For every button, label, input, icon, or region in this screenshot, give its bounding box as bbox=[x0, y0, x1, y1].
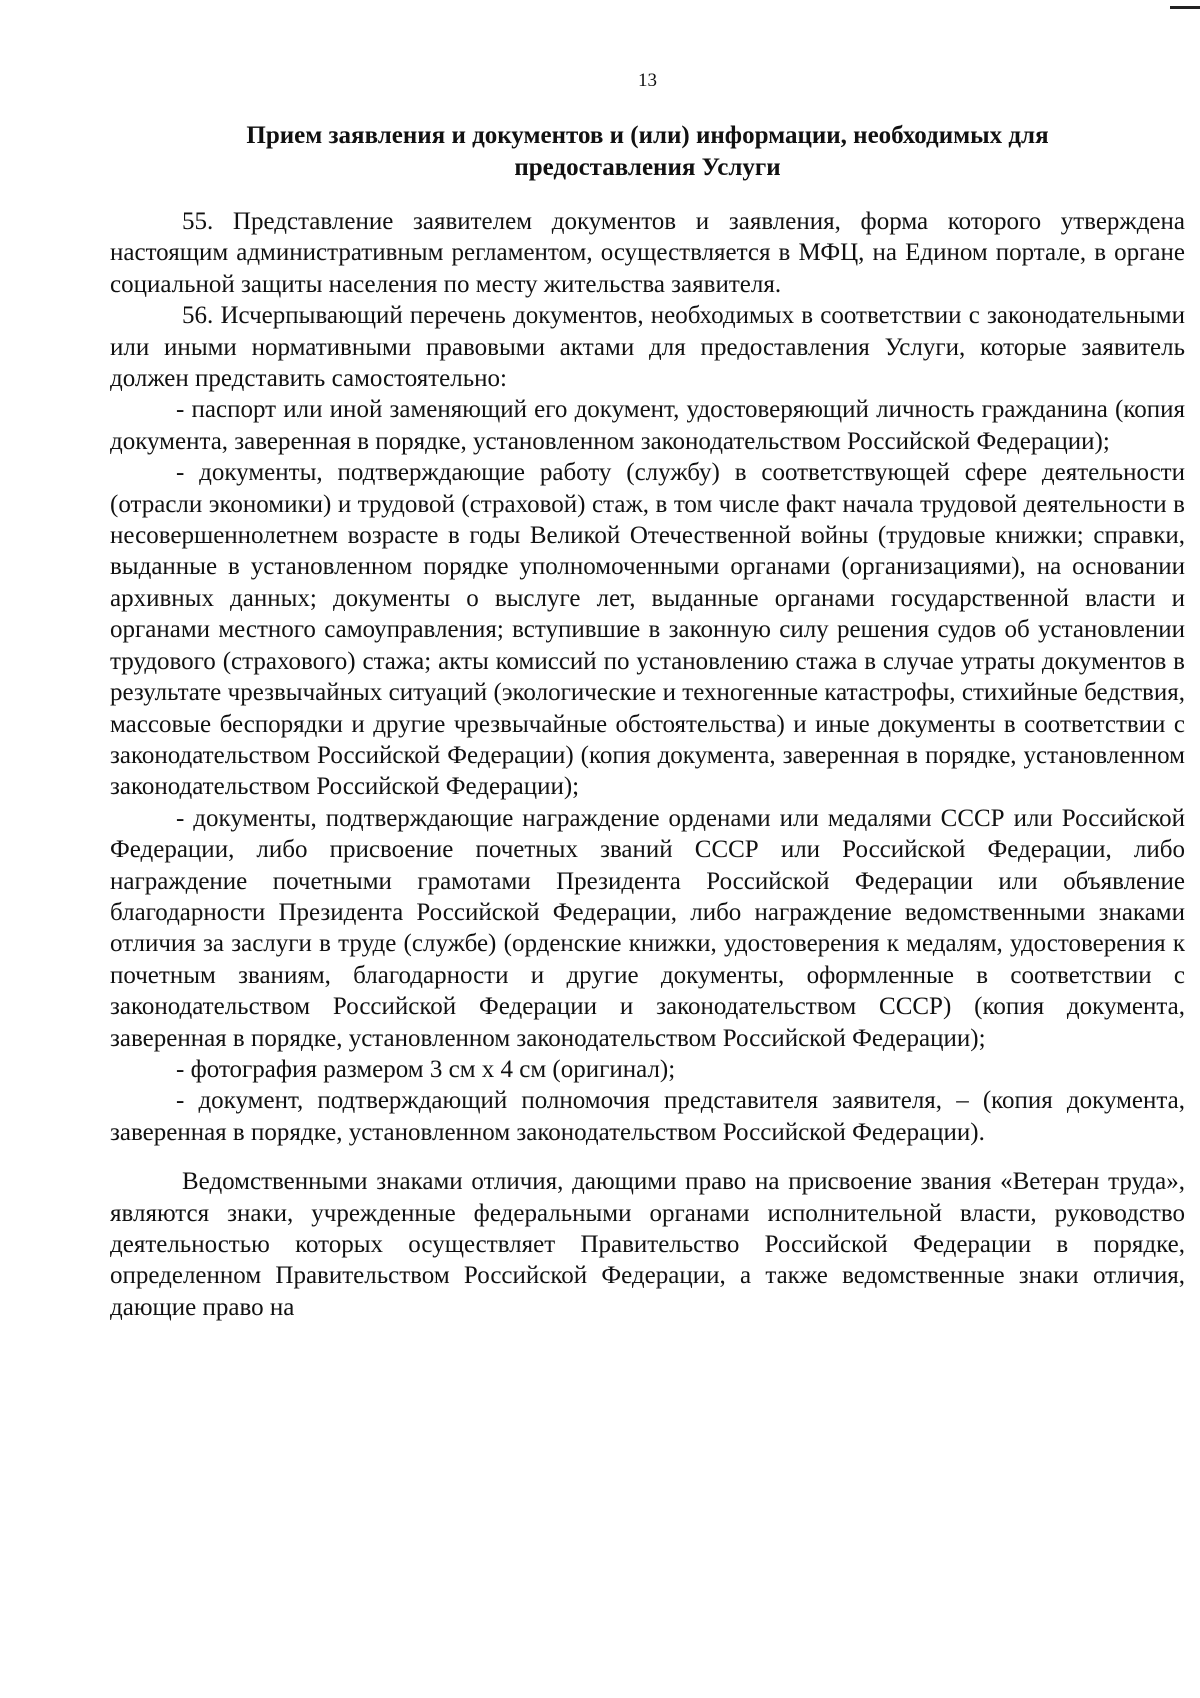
list-item-award-documents: - документы, подтверждающие награждение орденами или медалями СССР или Российской Федерации, либо присвоение почетных званий СССР или Российской Федерации, либо награждение почетными грамотами Президента Российской Федерации или объявление благодарности Президента Российской Федерации, либо награждение ведомственными знаками отличия за заслуги в труде (службе) (орденские книжки, удостоверения к медалям, удостоверения к почетным званиям, благодарности и другие документы, оформленные в соответствии с законодательством Российской Федерации и законодательством СССР) (копия документа, заверенная в порядке, установленном законодательством Российской Федерации); bbox=[110, 804, 1185, 1052]
section-heading-line-2: предоставления Услуги bbox=[514, 154, 781, 181]
scan-edge-mark bbox=[1170, 6, 1200, 9]
list-item-work-documents: - документы, подтверждающие работу (службу) в соответствующей сфере деятельности (отрасли экономики) и трудовой (страховой) стаж, в том числе факт начала трудовой деятельности в несовершеннолетнем возрасте в годы Великой Отечественной войны (трудовые книжки; справки, выданные в установленном порядке уполномоченными органами (организациями), на основании архивных данных; документы о выслуге лет, выданные органами государственной власти и органами местного самоуправления; вступившие в законную силу решения судов об установлении трудового (страхового) стажа; акты комиссий по установлению стажа в случае утраты документов в результате чрезвычайных ситуаций (экологические и техногенные катастрофы, стихийные бедствия, массовые беспорядки и другие чрезвычайные обстоятельства) и иные документы в соответствии с законодательством Российской Федерации) (копия документа, заверенная в порядке, установленном законодательством Российской Федерации); bbox=[110, 459, 1185, 801]
closing-paragraph: Ведомственными знаками отличия, дающими право на присвоение звания «Ветеран труда», являются знаки, учрежденные федеральными органами исполнительной власти, руководство деятельностью которых осуществляет Правительство Российской Федерации в порядке, определенном Правительством Российской Федерации, а также ведомственные знаки отличия, дающие право на bbox=[110, 1168, 1185, 1321]
page-number: 13 bbox=[638, 70, 657, 91]
paragraph-55: 55. Представление заявителем документов и заявления, форма которого утверждена настоящим административным регламентом, осуществляется в МФЦ, на Едином портале, в органе социальной защиты населения по месту жительства заявителя. bbox=[110, 208, 1185, 298]
list-item-representative-document: - документ, подтверждающий полномочия представителя заявителя, – (копия документа, заверенная в порядке, установленном законодательством Российской Федерации). bbox=[110, 1087, 1185, 1146]
section-heading bbox=[110, 120, 1185, 184]
list-item-photograph: - фотография размером 3 см х 4 см (оригинал); bbox=[176, 1055, 676, 1083]
document-page bbox=[110, 70, 1185, 1323]
paragraph-56: 56. Исчерпывающий перечень документов, необходимых в соответствии с законодательными или иными нормативными правовыми актами для предоставления Услуги, которые заявитель должен представить самостоятельно: bbox=[110, 302, 1185, 393]
list-item-passport: - паспорт или иной заменяющий его документ, удостоверяющий личность гражданина (копия документа, заверенная в порядке, установленном законодательством Российской Федерации); bbox=[110, 396, 1185, 455]
section-heading-line-1: Прием заявления и документов и (или) информации, необходимых для bbox=[246, 122, 1049, 149]
